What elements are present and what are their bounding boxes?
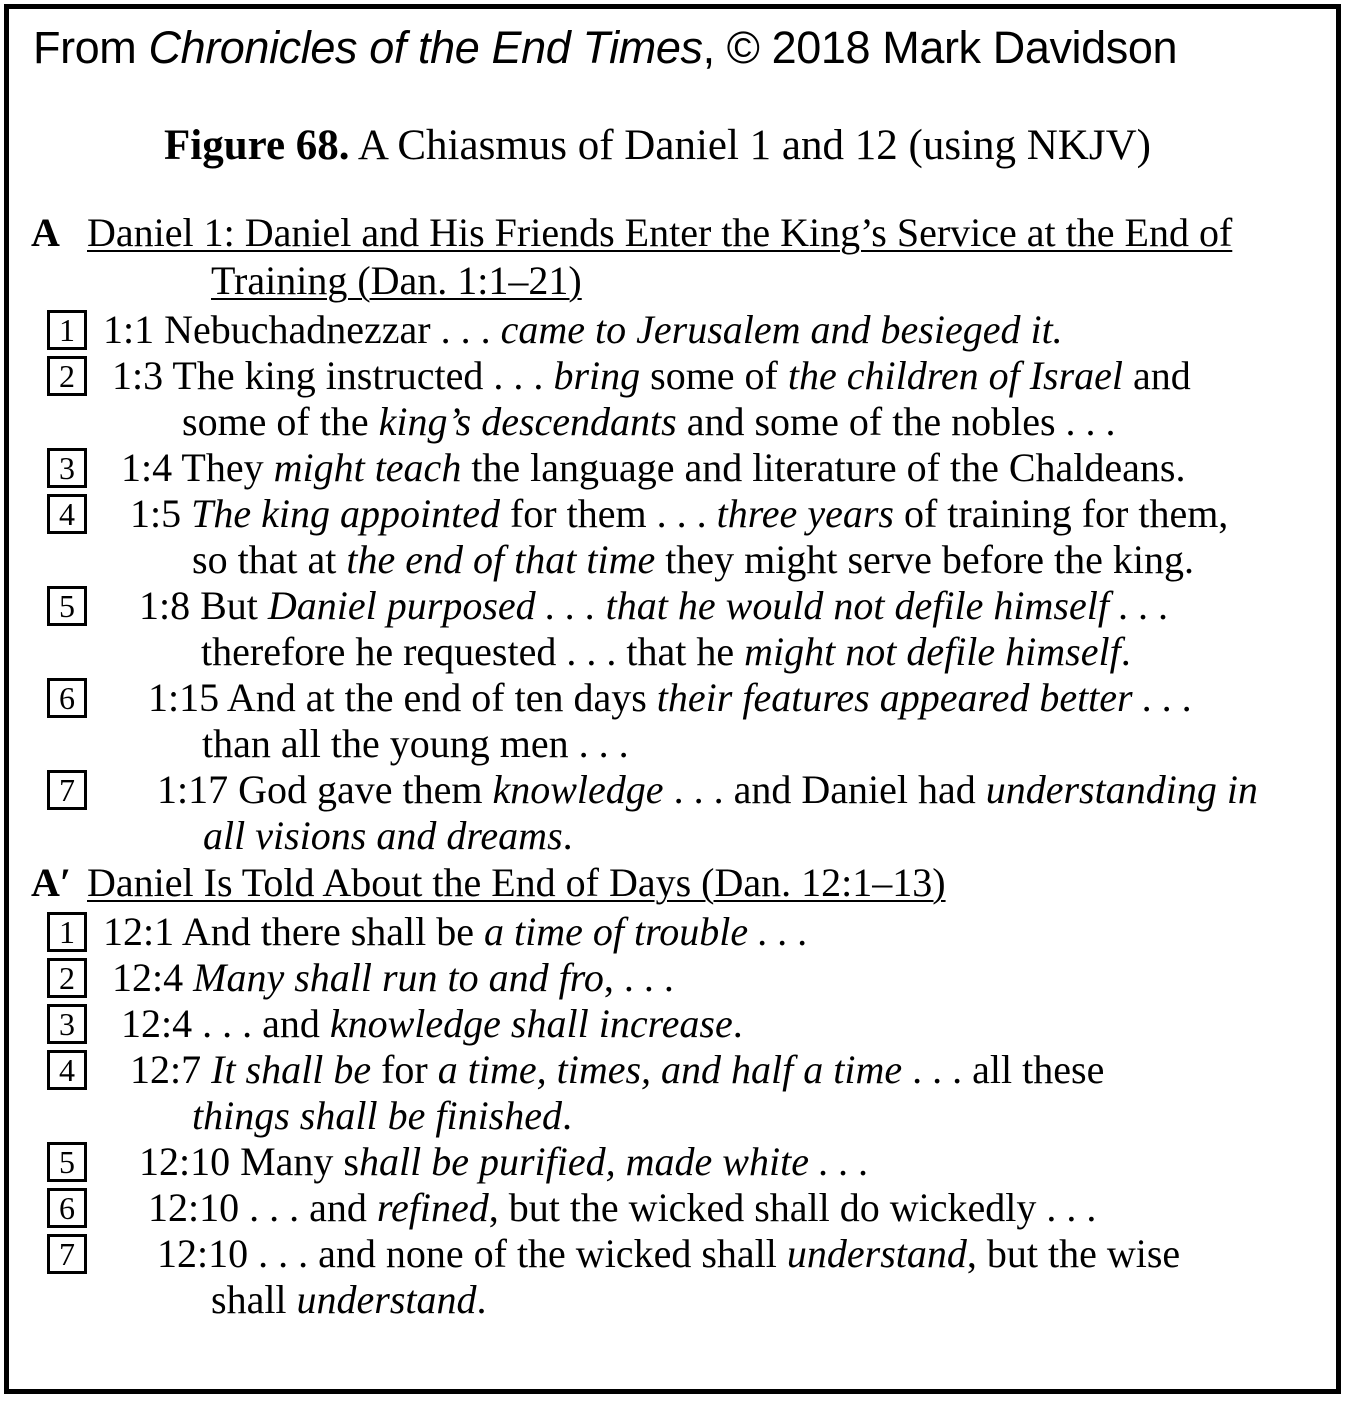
entry-seg-roman-3: . . . all these [902,1047,1105,1092]
cont-seg-italic: all visions and dreams [203,813,563,858]
entry-seg-roman: 1:8 But [139,583,268,628]
section-title-a [87,210,1322,305]
entry-seg-roman-2: , . . . [603,955,674,1000]
chiasm-entry-a2 [29,353,1322,445]
copyright-credit-line [33,21,1322,75]
entry-text [47,445,1322,491]
entry-continuation-line [211,1277,1322,1323]
entry-seg-italic: understand [786,1231,967,1276]
entry-text [38,955,1322,1001]
chiasm-entry-b1 [29,909,1322,955]
entry-number-box: 1 [47,310,87,350]
entry-text [83,767,1322,859]
cont-seg-italic: the end of that time [346,537,656,582]
cont-seg-roman: than all the young men . . . [202,721,629,766]
entry-text [74,675,1322,767]
credit-suffix: , © 2018 Mark Davidson [702,22,1178,73]
entry-text [56,1047,1322,1139]
section-title-a-prime-line1: Daniel Is Told About the End of Days (Dan. 12:1–13) [87,860,946,905]
entry-continuation-line [192,537,1322,583]
entry-seg-roman-2: , but the wicked shall do wickedly . . . [488,1185,1097,1230]
chiasm-entry-a5 [29,583,1322,675]
entry-seg-italic-2: three years [716,491,894,536]
entry-text [65,583,1322,675]
chiasm-entry-a6 [29,675,1322,767]
entry-seg-italic: bring [553,353,641,398]
entry-continuation-line [203,813,1322,859]
entry-seg-italic-2: the children of Israel [787,353,1124,398]
entry-seg-italic: refined [376,1185,489,1230]
cont-seg-italic: understand [296,1277,477,1322]
entry-text [74,1185,1322,1231]
cont-seg-roman-2: and some of the nobles . . . [676,399,1116,444]
entry-seg-italic: their features appeared better . . . [656,675,1193,720]
entry-seg-roman-3: of training for them, [893,491,1229,536]
entry-seg-roman: 12:4 [112,955,194,1000]
section-title-a-prime [87,860,946,905]
entry-seg-italic: The king appointed [191,491,500,536]
figure-content [9,21,1336,1401]
entry-text [29,307,1322,353]
entry-seg-italic: knowledge [492,767,664,812]
chiasm-entry-b6 [29,1185,1322,1231]
figure-number-label: Figure 68. [164,122,350,169]
section-heading-a [29,209,1322,305]
entry-number-box: 4 [47,1050,87,1090]
entry-number-box: 4 [47,494,87,534]
cont-seg-roman: therefore he requested . . . that he [201,629,745,674]
entry-seg-roman-2: some of [640,353,788,398]
chiasm-entry-b5 [29,1139,1322,1185]
cont-seg-roman: shall [211,1277,297,1322]
entry-seg-italic: a time of trouble . . . [484,909,809,954]
entry-number-box: 6 [47,678,87,718]
section-letter-a: A [31,210,60,255]
entry-text [83,1231,1322,1323]
entry-seg-italic: hall be purified, made white . . . [359,1139,869,1184]
entry-text [65,1139,1322,1185]
chiasmus-body [29,209,1322,1323]
entry-text [56,491,1322,583]
entry-seg-italic-2: understanding in [985,767,1258,812]
entry-seg-roman-2: . . . and Daniel had [663,767,986,812]
chiasm-entry-a4 [29,491,1322,583]
entry-number-box: 7 [47,1234,87,1274]
cont-seg-roman-2: . [562,813,573,858]
entry-number-box: 2 [47,356,87,396]
entry-text [47,1001,1322,1047]
entry-number-box: 3 [47,1004,87,1044]
cont-seg-roman: so that at [192,537,347,582]
entry-seg-roman-2: for them . . . [499,491,717,536]
entry-seg-roman: 1:4 They [121,445,274,490]
entry-seg-roman: 1:15 And at the end of ten days [148,675,657,720]
cont-seg-roman: some of the [182,399,379,444]
entry-seg-italic: Many shall run to and fro [193,955,604,1000]
entry-seg-italic: came to Jerusalem and besieged it. [500,307,1063,352]
section-letter-a-prime: A′ [31,860,72,905]
credit-prefix: From [33,22,149,73]
entry-seg-roman: 1:3 The king instructed . . . [112,353,554,398]
entry-seg-italic: Daniel purposed . . . that he would not defile himself . . . [267,583,1169,628]
chiasm-entry-b2 [29,955,1322,1001]
entry-seg-roman-2: . [732,1001,743,1046]
entry-continuation-line [182,399,1322,445]
entry-seg-roman-2: , but the wise [966,1231,1181,1276]
entry-seg-roman: 1:1 Nebuchadnezzar . . . [103,307,501,352]
chiasm-entry-a3 [29,445,1322,491]
entry-seg-roman: 12:1 And there shall be [103,909,485,954]
entry-seg-roman-2: the language and literature of the Chaldeans. [461,445,1186,490]
section-title-a-line1: Daniel 1: Daniel and His Friends Enter the King’s Service at the End of [87,210,1233,255]
section-heading-a-prime [29,859,1322,907]
entry-text [29,909,1322,955]
chiasm-entry-a7 [29,767,1322,859]
cont-seg-italic: might not defile himself [744,629,1121,674]
entry-seg-roman: 1:17 God gave them [157,767,493,812]
entry-number-box: 7 [47,770,87,810]
entry-seg-italic: might teach [273,445,462,490]
figure-title-text: A Chiasmus of Daniel 1 and 12 (using NKJV) [349,122,1151,169]
entry-seg-roman: 12:10 . . . and none of the wicked shall [157,1231,787,1276]
cont-seg-italic: king’s descendants [378,399,677,444]
figure-caption [29,121,1322,171]
entry-continuation-line [202,721,1322,767]
entry-continuation-line [192,1093,1322,1139]
chiasm-entry-b3 [29,1001,1322,1047]
entry-continuation-line [201,629,1322,675]
chiasm-entry-a1 [29,307,1322,353]
entry-number-box: 1 [47,912,87,952]
entry-number-box: 5 [47,1142,87,1182]
entry-seg-roman: 12:4 . . . and [121,1001,330,1046]
cont-seg-roman-2: . [562,1093,572,1138]
section-title-a-line2: Training (Dan. 1:1–21) [211,258,582,303]
book-title: Chronicles of the End Times [148,22,703,73]
entry-number-box: 3 [47,448,87,488]
entry-seg-roman: 12:10 . . . and [148,1185,377,1230]
entry-seg-italic: It shall be [211,1047,372,1092]
cont-seg-roman-2: . [1120,629,1131,674]
chiasm-entry-b4 [29,1047,1322,1139]
entry-seg-italic: knowledge shall increase [329,1001,733,1046]
entry-seg-roman: 12:7 [130,1047,212,1092]
entry-seg-roman: 12:10 Many s [139,1139,359,1184]
cont-seg-italic: things shall be finished [192,1093,562,1138]
entry-text [38,353,1322,445]
entry-seg-roman-2: for [371,1047,438,1092]
entry-seg-italic-2: a time, times, and half a time [437,1047,903,1092]
entry-number-box: 5 [47,586,87,626]
cont-seg-roman-2: they might serve before the king. [655,537,1194,582]
chiasm-entry-b7 [29,1231,1322,1323]
entry-seg-roman: 1:5 [130,491,192,536]
entry-seg-roman-3: and [1123,353,1191,398]
figure-border-frame [4,4,1341,1394]
entry-number-box: 6 [47,1188,87,1228]
entry-number-box: 2 [47,958,87,998]
cont-seg-roman-2: . [476,1277,487,1322]
